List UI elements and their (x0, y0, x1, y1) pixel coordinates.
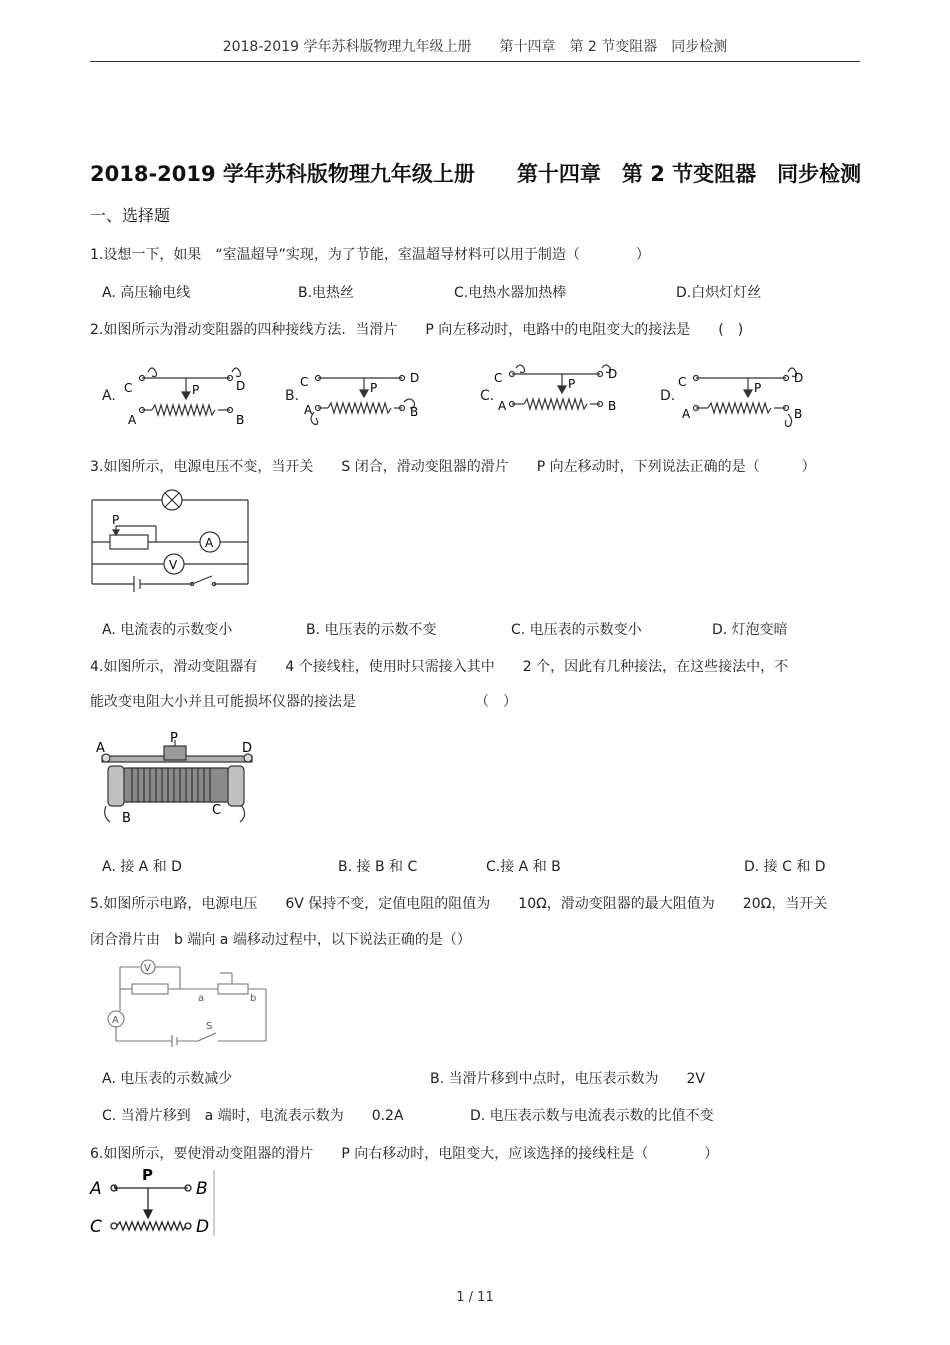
question-4-stem-line1: 4.如图所示，滑动变阻器有 4 个接线柱，使用时只需接入其中 2 个，因此有几种接法，在这些接法中，不 (90, 659, 789, 675)
q4-label-d: D (242, 741, 253, 756)
q3-circuit-diagram (88, 486, 258, 598)
q3-option-b[interactable]: B. 电压表的示数不变 (306, 622, 437, 638)
q6-label-b: B (196, 1179, 208, 1199)
q2-diagram-c (492, 362, 632, 434)
q2-diagram-d (676, 362, 816, 434)
q2-diagram-a (118, 362, 258, 434)
q5-option-b[interactable]: B. 当滑片移到中点时，电压表示数为 2V (430, 1071, 705, 1087)
q6-label-a: A (90, 1179, 102, 1199)
q2c-label-d: D (608, 367, 618, 381)
q6-label-c: C (90, 1217, 102, 1237)
q2a-label-a: A (128, 413, 137, 427)
question-6-stem: 6.如图所示，要使滑动变阻器的滑片 P 向右移动时，电阻变大，应该选择的接线柱是（ ） (90, 1146, 719, 1162)
q1-option-d[interactable]: D.白炽灯灯丝 (676, 285, 762, 301)
q5-label-a: a (198, 993, 205, 1004)
running-header: 2018-2019 学年苏科版物理九年级上册 第十四章 第 2 节变阻器 同步检测 (222, 39, 728, 55)
q3-option-a[interactable]: A. 电流表的示数变小 (102, 622, 233, 638)
q3-label-voltmeter: V (169, 558, 178, 572)
q5-label-v: V (144, 963, 151, 974)
q2-option-a[interactable]: A. (102, 388, 116, 404)
q2d-label-d: D (794, 371, 804, 385)
question-5-stem-line2: 闭合滑片由 b 端向 a 端移动过程中，以下说法正确的是（） (90, 932, 471, 948)
q2d-label-p: P (754, 381, 762, 395)
q5-option-a[interactable]: A. 电压表的示数减少 (102, 1071, 233, 1087)
q5-circuit-diagram (102, 955, 272, 1053)
q5-label-ammeter: A (112, 1015, 119, 1026)
q2c-label-b: B (608, 399, 617, 413)
q2-option-c[interactable]: C. (480, 388, 495, 404)
q3-label-p: P (112, 513, 120, 527)
q4-option-c[interactable]: C.接 A 和 B (486, 859, 561, 875)
q1-option-b[interactable]: B.电热丝 (298, 285, 355, 301)
question-2-stem: 2.如图所示为滑动变阻器的四种接线方法．当滑片 P 向左移动时，电路中的电阻变大的接法是 ( ) (90, 322, 744, 338)
q2d-label-a: A (682, 407, 691, 421)
q2a-label-b: B (236, 413, 245, 427)
q1-option-c[interactable]: C.电热水器加热棒 (454, 285, 567, 301)
q4-rheostat-picture (92, 730, 262, 826)
question-3-stem: 3.如图所示，电源电压不变，当开关 S 闭合，滑动变阻器的滑片 P 向左移动时，下列说法正确的是（ ） (90, 459, 816, 475)
q2b-label-d: D (410, 371, 420, 385)
q4-option-d[interactable]: D. 接 C 和 D (744, 859, 826, 875)
page-number: 1 / 11 (456, 1290, 494, 1305)
q5-label-b: b (250, 993, 257, 1004)
q2b-label-c: C (300, 375, 309, 389)
document-title: 2018-2019 学年苏科版物理九年级上册 第十四章 第 2 节变阻器 同步检测 (90, 162, 862, 186)
header-rule (90, 61, 860, 62)
q5-option-d[interactable]: D. 电压表示数与电流表示数的比值不变 (470, 1108, 714, 1124)
q2a-label-c: C (124, 381, 133, 395)
q2d-label-c: C (678, 375, 687, 389)
q2a-label-d: D (236, 379, 246, 393)
q4-option-a[interactable]: A. 接 A 和 D (102, 859, 182, 875)
q1-option-a[interactable]: A. 高压输电线 (102, 285, 191, 301)
question-5-stem-line1: 5.如图所示电路，电源电压 6V 保持不变，定值电阻的阻值为 10Ω，滑动变阻器的最大阻值为 20Ω，当开关 (90, 896, 828, 912)
q3-option-c[interactable]: C. 电压表的示数变小 (511, 622, 642, 638)
question-1-stem: 1.设想一下，如果 “室温超导”实现，为了节能，室温超导材料可以用于制造（ ） (90, 247, 650, 263)
q3-option-d[interactable]: D. 灯泡变暗 (712, 622, 788, 638)
q2b-label-b: B (410, 405, 419, 419)
q2b-label-p: P (370, 381, 378, 395)
q5-label-s: S (206, 1021, 213, 1032)
q2c-label-p: P (568, 377, 576, 391)
q2c-label-a: A (498, 399, 507, 413)
section-heading: 一、选择题 (90, 206, 171, 225)
q4-label-p: P (170, 731, 178, 746)
q2-option-d[interactable]: D. (660, 388, 676, 404)
q2d-label-b: B (794, 407, 803, 421)
q2-diagram-b (298, 362, 438, 434)
q2-option-b[interactable]: B. (285, 388, 300, 404)
q6-rheostat-diagram (88, 1166, 220, 1240)
q4-label-b: B (122, 811, 131, 826)
q2c-label-c: C (494, 371, 503, 385)
q6-label-d: D (196, 1217, 210, 1237)
q6-label-p: P (142, 1166, 153, 1184)
q4-label-a: A (96, 741, 105, 756)
q4-option-b[interactable]: B. 接 B 和 C (338, 859, 418, 875)
q2a-label-p: P (192, 383, 200, 397)
q2b-label-a: A (304, 403, 313, 417)
q3-label-ammeter: A (205, 536, 214, 550)
q4-label-c: C (212, 803, 222, 818)
q5-option-c[interactable]: C. 当滑片移到 a 端时，电流表示数为 0.2A (102, 1108, 404, 1124)
question-4-stem-line2: 能改变电阻大小并且可能损坏仪器的接法是 （ ） (90, 694, 517, 710)
